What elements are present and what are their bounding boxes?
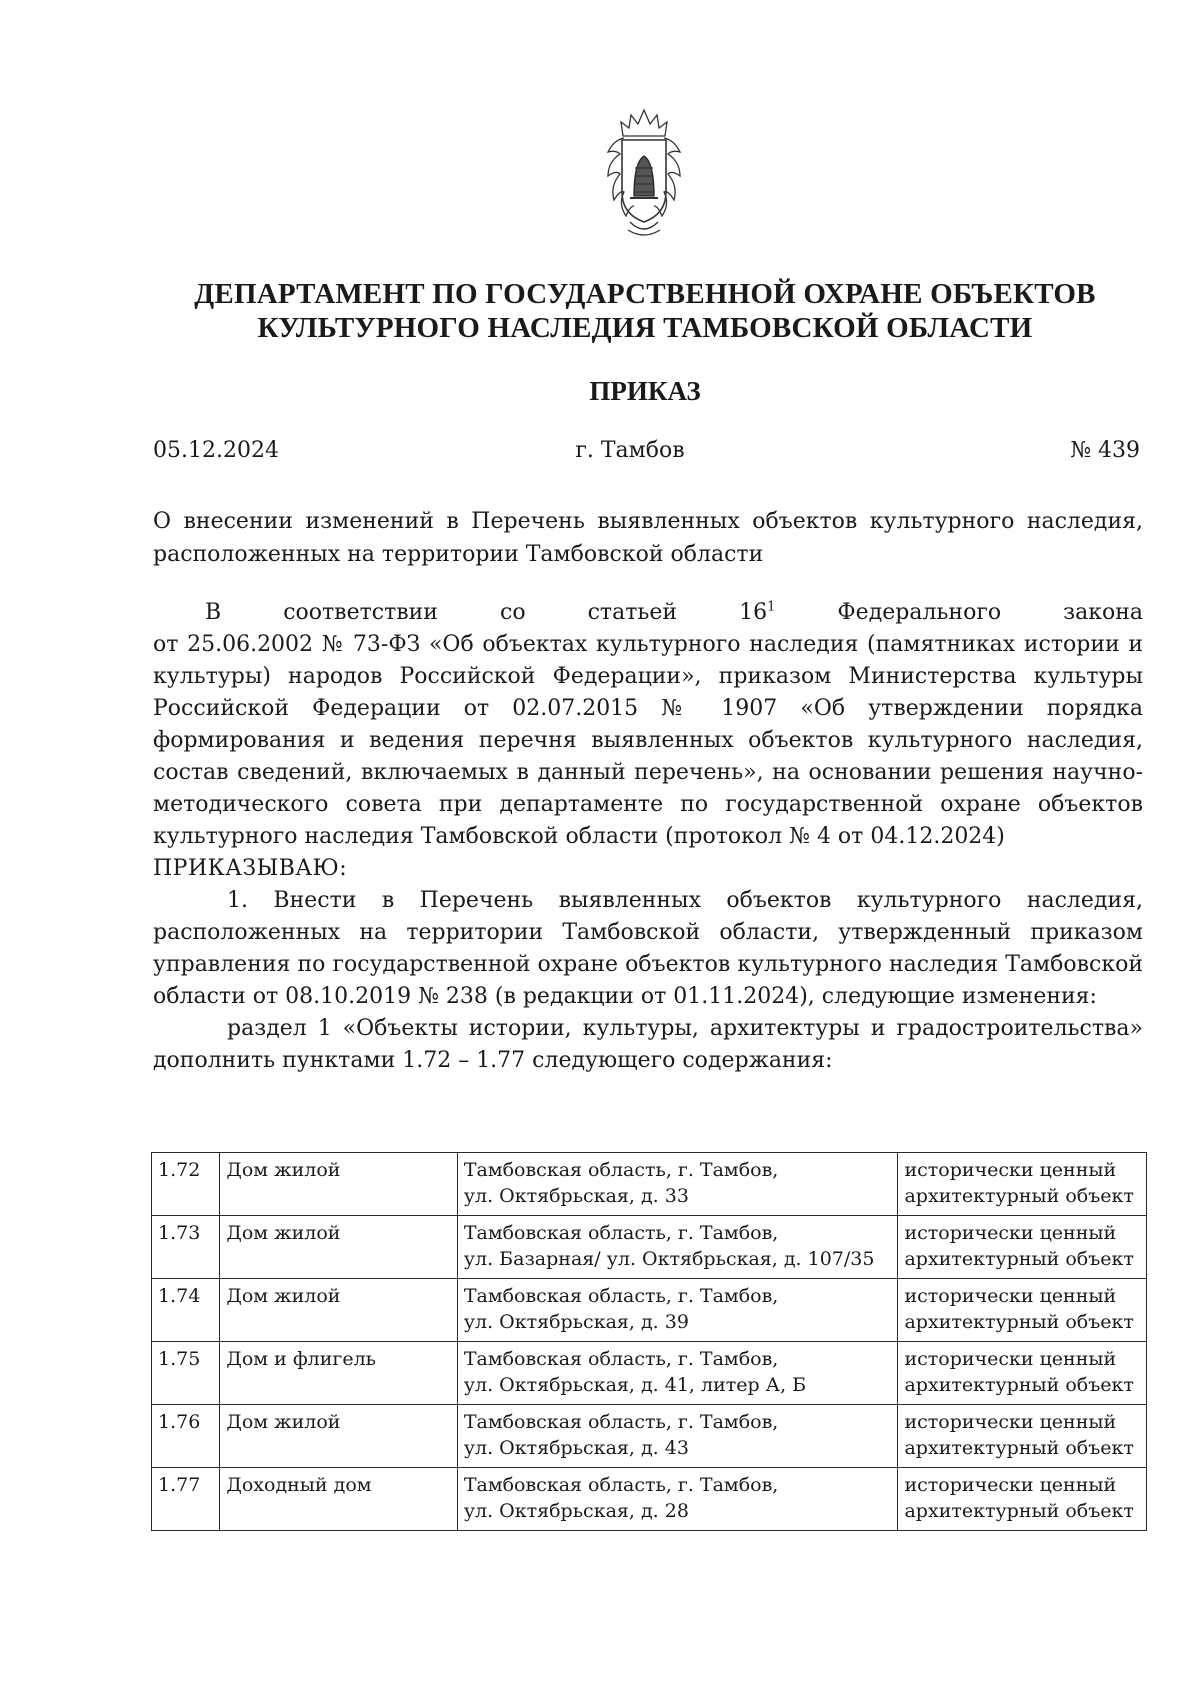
object-category [898, 1279, 1147, 1342]
object-address [457, 1216, 898, 1279]
category-line: исторически ценный [904, 1285, 1117, 1307]
address-line: ул. Октябрьская, д. 33 [463, 1185, 689, 1207]
category-line: исторически ценный [904, 1411, 1117, 1433]
address-line: Тамбовская область, г. Тамбов, [463, 1285, 779, 1307]
object-address [457, 1468, 898, 1531]
address-line: Тамбовская область, г. Тамбов, [463, 1474, 779, 1496]
category-line: архитектурный объект [904, 1437, 1134, 1459]
object-category [898, 1468, 1147, 1531]
objects-table [151, 1152, 1147, 1531]
address-line: ул. Октябрьская, д. 39 [463, 1311, 689, 1333]
table-row [152, 1342, 1147, 1405]
table-row [152, 1405, 1147, 1468]
row-number: 1.76 [152, 1405, 220, 1468]
table-row [152, 1216, 1147, 1279]
document-date: 05.12.2024 [153, 438, 279, 463]
object-category [898, 1342, 1147, 1405]
object-name: Доходный дом [220, 1468, 457, 1531]
paragraph-1-first-line [153, 597, 1143, 629]
word: соответствии [283, 600, 438, 625]
table-row [152, 1279, 1147, 1342]
object-category [898, 1216, 1147, 1279]
object-address [457, 1405, 898, 1468]
document-type: ПРИКАЗ [589, 376, 701, 406]
address-line: Тамбовская область, г. Тамбов, [463, 1222, 779, 1244]
category-line: архитектурный объект [904, 1311, 1134, 1333]
row-number: 1.73 [152, 1216, 220, 1279]
object-address [457, 1279, 898, 1342]
address-line: Тамбовская область, г. Тамбов, [463, 1159, 779, 1181]
paragraph-item-1: 1. Внести в Перечень выявленных объектов культурного наследия, расположенных на территории Тамбовской области, утвержденный приказом управления по государственной охране объектов культурного наследия Тамбовской области от 08.10.2019 № 238 (в редакции от 01.11.2024), следующие изменения: [153, 888, 1143, 1009]
category-line: архитектурный объект [904, 1248, 1134, 1270]
object-category [898, 1153, 1147, 1216]
category-line: исторически ценный [904, 1159, 1117, 1181]
article-superscript: 1 [767, 599, 776, 615]
article-main: 16 [739, 600, 768, 625]
category-line: исторически ценный [904, 1222, 1117, 1244]
row-number: 1.72 [152, 1153, 220, 1216]
order-word: ПРИКАЗЫВАЮ: [153, 856, 348, 881]
address-line: ул. Октябрьская, д. 41, литер А, Б [463, 1374, 807, 1396]
object-name: Дом и флигель [220, 1342, 457, 1405]
address-line: Тамбовская область, г. Тамбов, [463, 1348, 779, 1370]
category-line: архитектурный объект [904, 1500, 1134, 1522]
paragraph-1-rest: от 25.06.2002 № 73-ФЗ «Об объектах культурного наследия (памятниках истории и культуры) народов Российской Федерации», приказом Министерства культуры Российской Федерации от 02.07.2015 № 1907 «Об утверждении порядка формирования и ведения перечня выявленных объектов культурного наследия, состав сведений, включаемых в данный перечень», на основании решения научно-методического совета при департаменте по государственной охране объектов культурного наследия Тамбовской области (протокол № 4 от 04.12.2024) [153, 632, 1143, 849]
object-category [898, 1405, 1147, 1468]
row-number: 1.74 [152, 1279, 220, 1342]
article-number [739, 600, 775, 625]
object-name: Дом жилой [220, 1405, 457, 1468]
category-line: исторически ценный [904, 1348, 1117, 1370]
word: Федерального [837, 600, 1002, 625]
document-subject: О внесении изменений в Перечень выявленных объектов культурного наследия, расположенных на территории Тамбовской области [153, 509, 1143, 567]
row-number: 1.75 [152, 1342, 220, 1405]
table-row [152, 1468, 1147, 1531]
object-name: Дом жилой [220, 1279, 457, 1342]
address-line: ул. Базарная/ ул. Октябрьская, д. 107/35 [463, 1248, 875, 1270]
word: статьей [587, 600, 678, 625]
word: закона [1063, 600, 1144, 625]
coat-of-arms-icon [594, 106, 694, 244]
object-address [457, 1342, 898, 1405]
object-name: Дом жилой [220, 1216, 457, 1279]
word: со [500, 600, 526, 625]
object-address [457, 1153, 898, 1216]
department-title-line-2: КУЛЬТУРНОГО НАСЛЕДИЯ ТАМБОВСКОЙ ОБЛАСТИ [257, 312, 1033, 344]
address-line: Тамбовская область, г. Тамбов, [463, 1411, 779, 1433]
document-body [153, 597, 1143, 1077]
category-line: архитектурный объект [904, 1374, 1134, 1396]
department-title-line-1: ДЕПАРТАМЕНТ ПО ГОСУДАРСТВЕННОЙ ОХРАНЕ ОБЪЕКТОВ [194, 278, 1096, 310]
category-line: исторически ценный [904, 1474, 1117, 1496]
paragraph-section: раздел 1 «Объекты истории, культуры, архитектуры и градостроительства» дополнить пунктами 1.72 – 1.77 следующего содержания: [153, 1016, 1143, 1073]
address-line: ул. Октябрьская, д. 28 [463, 1500, 689, 1522]
row-number: 1.77 [152, 1468, 220, 1531]
table-row [152, 1153, 1147, 1216]
address-line: ул. Октябрьская, д. 43 [463, 1437, 689, 1459]
document-number: № 439 [1070, 438, 1140, 463]
word: В [205, 600, 222, 625]
object-name: Дом жилой [220, 1153, 457, 1216]
document-city: г. Тамбов [575, 438, 685, 463]
category-line: архитектурный объект [904, 1185, 1134, 1207]
